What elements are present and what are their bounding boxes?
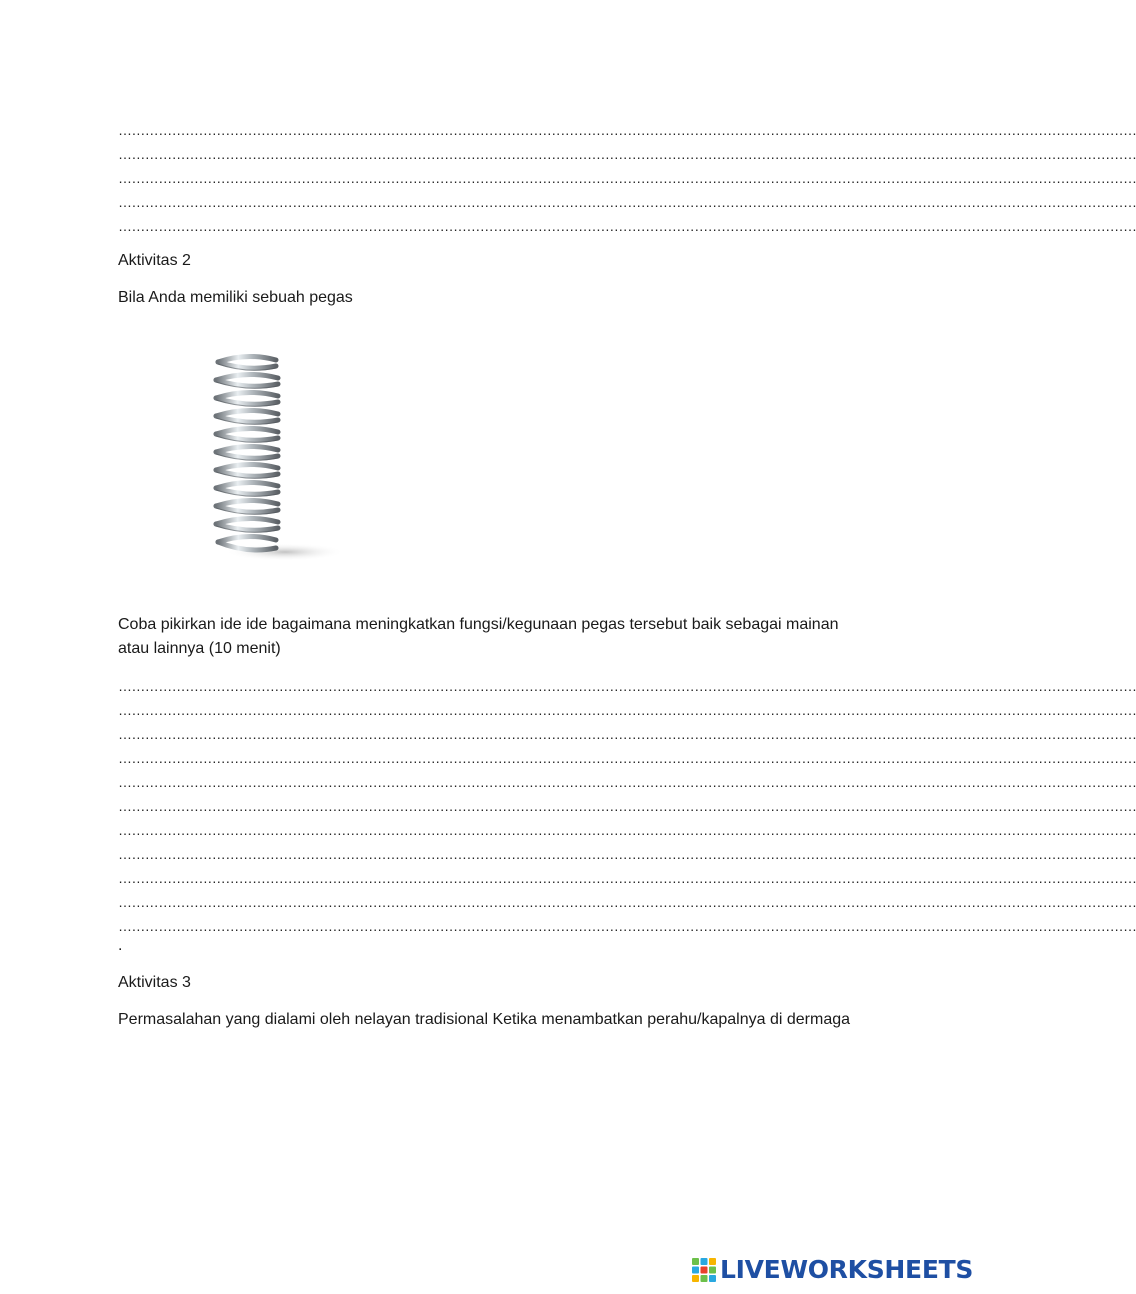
- activity2-heading: Aktivitas 2: [118, 252, 191, 269]
- activity3-text: Permasalahan yang dialami oleh nelayan tradisional Ketika menambatkan perahu/kapalnya di dermaga: [118, 1011, 851, 1028]
- activity3-heading: Aktivitas 3: [118, 974, 191, 991]
- answer-line[interactable]: …………………………………………………………………………………………………………………………………………………………………………………………………………: [118, 122, 1136, 138]
- answer-line[interactable]: …………………………………………………………………………………………………………………………………………………………………………………………………………: [118, 894, 1136, 910]
- liveworksheets-blocks-icon: [691, 1257, 717, 1283]
- activity2-question-line2: atau lainnya (10 menit): [118, 640, 281, 657]
- answer-line[interactable]: …………………………………………………………………………………………………………………………………………………………………………………………………………: [118, 678, 1136, 694]
- trailing-dot: .: [118, 937, 123, 954]
- answer-line[interactable]: …………………………………………………………………………………………………………………………………………………………………………………………………………: [118, 194, 1136, 210]
- spring-image: [200, 350, 350, 575]
- answer-line[interactable]: …………………………………………………………………………………………………………………………………………………………………………………………………………: [118, 918, 1136, 934]
- activity2-question-line1: Coba pikirkan ide ide bagaimana meningkatkan fungsi/kegunaan pegas tersebut baik sebagai mainan: [118, 616, 839, 633]
- answer-line[interactable]: …………………………………………………………………………………………………………………………………………………………………………………………………………: [118, 798, 1136, 814]
- answer-line[interactable]: …………………………………………………………………………………………………………………………………………………………………………………………………………: [118, 726, 1136, 742]
- activity2-intro: Bila Anda memiliki sebuah pegas: [118, 289, 353, 306]
- answer-line[interactable]: …………………………………………………………………………………………………………………………………………………………………………………………………………: [118, 218, 1136, 234]
- answer-line[interactable]: …………………………………………………………………………………………………………………………………………………………………………………………………………: [118, 170, 1136, 186]
- answer-line[interactable]: …………………………………………………………………………………………………………………………………………………………………………………………………………: [118, 822, 1136, 838]
- answer-line[interactable]: …………………………………………………………………………………………………………………………………………………………………………………………………………: [118, 846, 1136, 862]
- answer-line[interactable]: …………………………………………………………………………………………………………………………………………………………………………………………………………: [118, 702, 1136, 718]
- brand-name: LIVEWORKSHEETS: [720, 1255, 974, 1284]
- answer-line[interactable]: …………………………………………………………………………………………………………………………………………………………………………………………………………: [118, 750, 1136, 766]
- answer-line[interactable]: …………………………………………………………………………………………………………………………………………………………………………………………………………: [118, 870, 1136, 886]
- answer-line[interactable]: …………………………………………………………………………………………………………………………………………………………………………………………………………: [118, 774, 1136, 790]
- answer-line[interactable]: …………………………………………………………………………………………………………………………………………………………………………………………………………: [118, 146, 1136, 162]
- liveworksheets-logo: [691, 1255, 973, 1285]
